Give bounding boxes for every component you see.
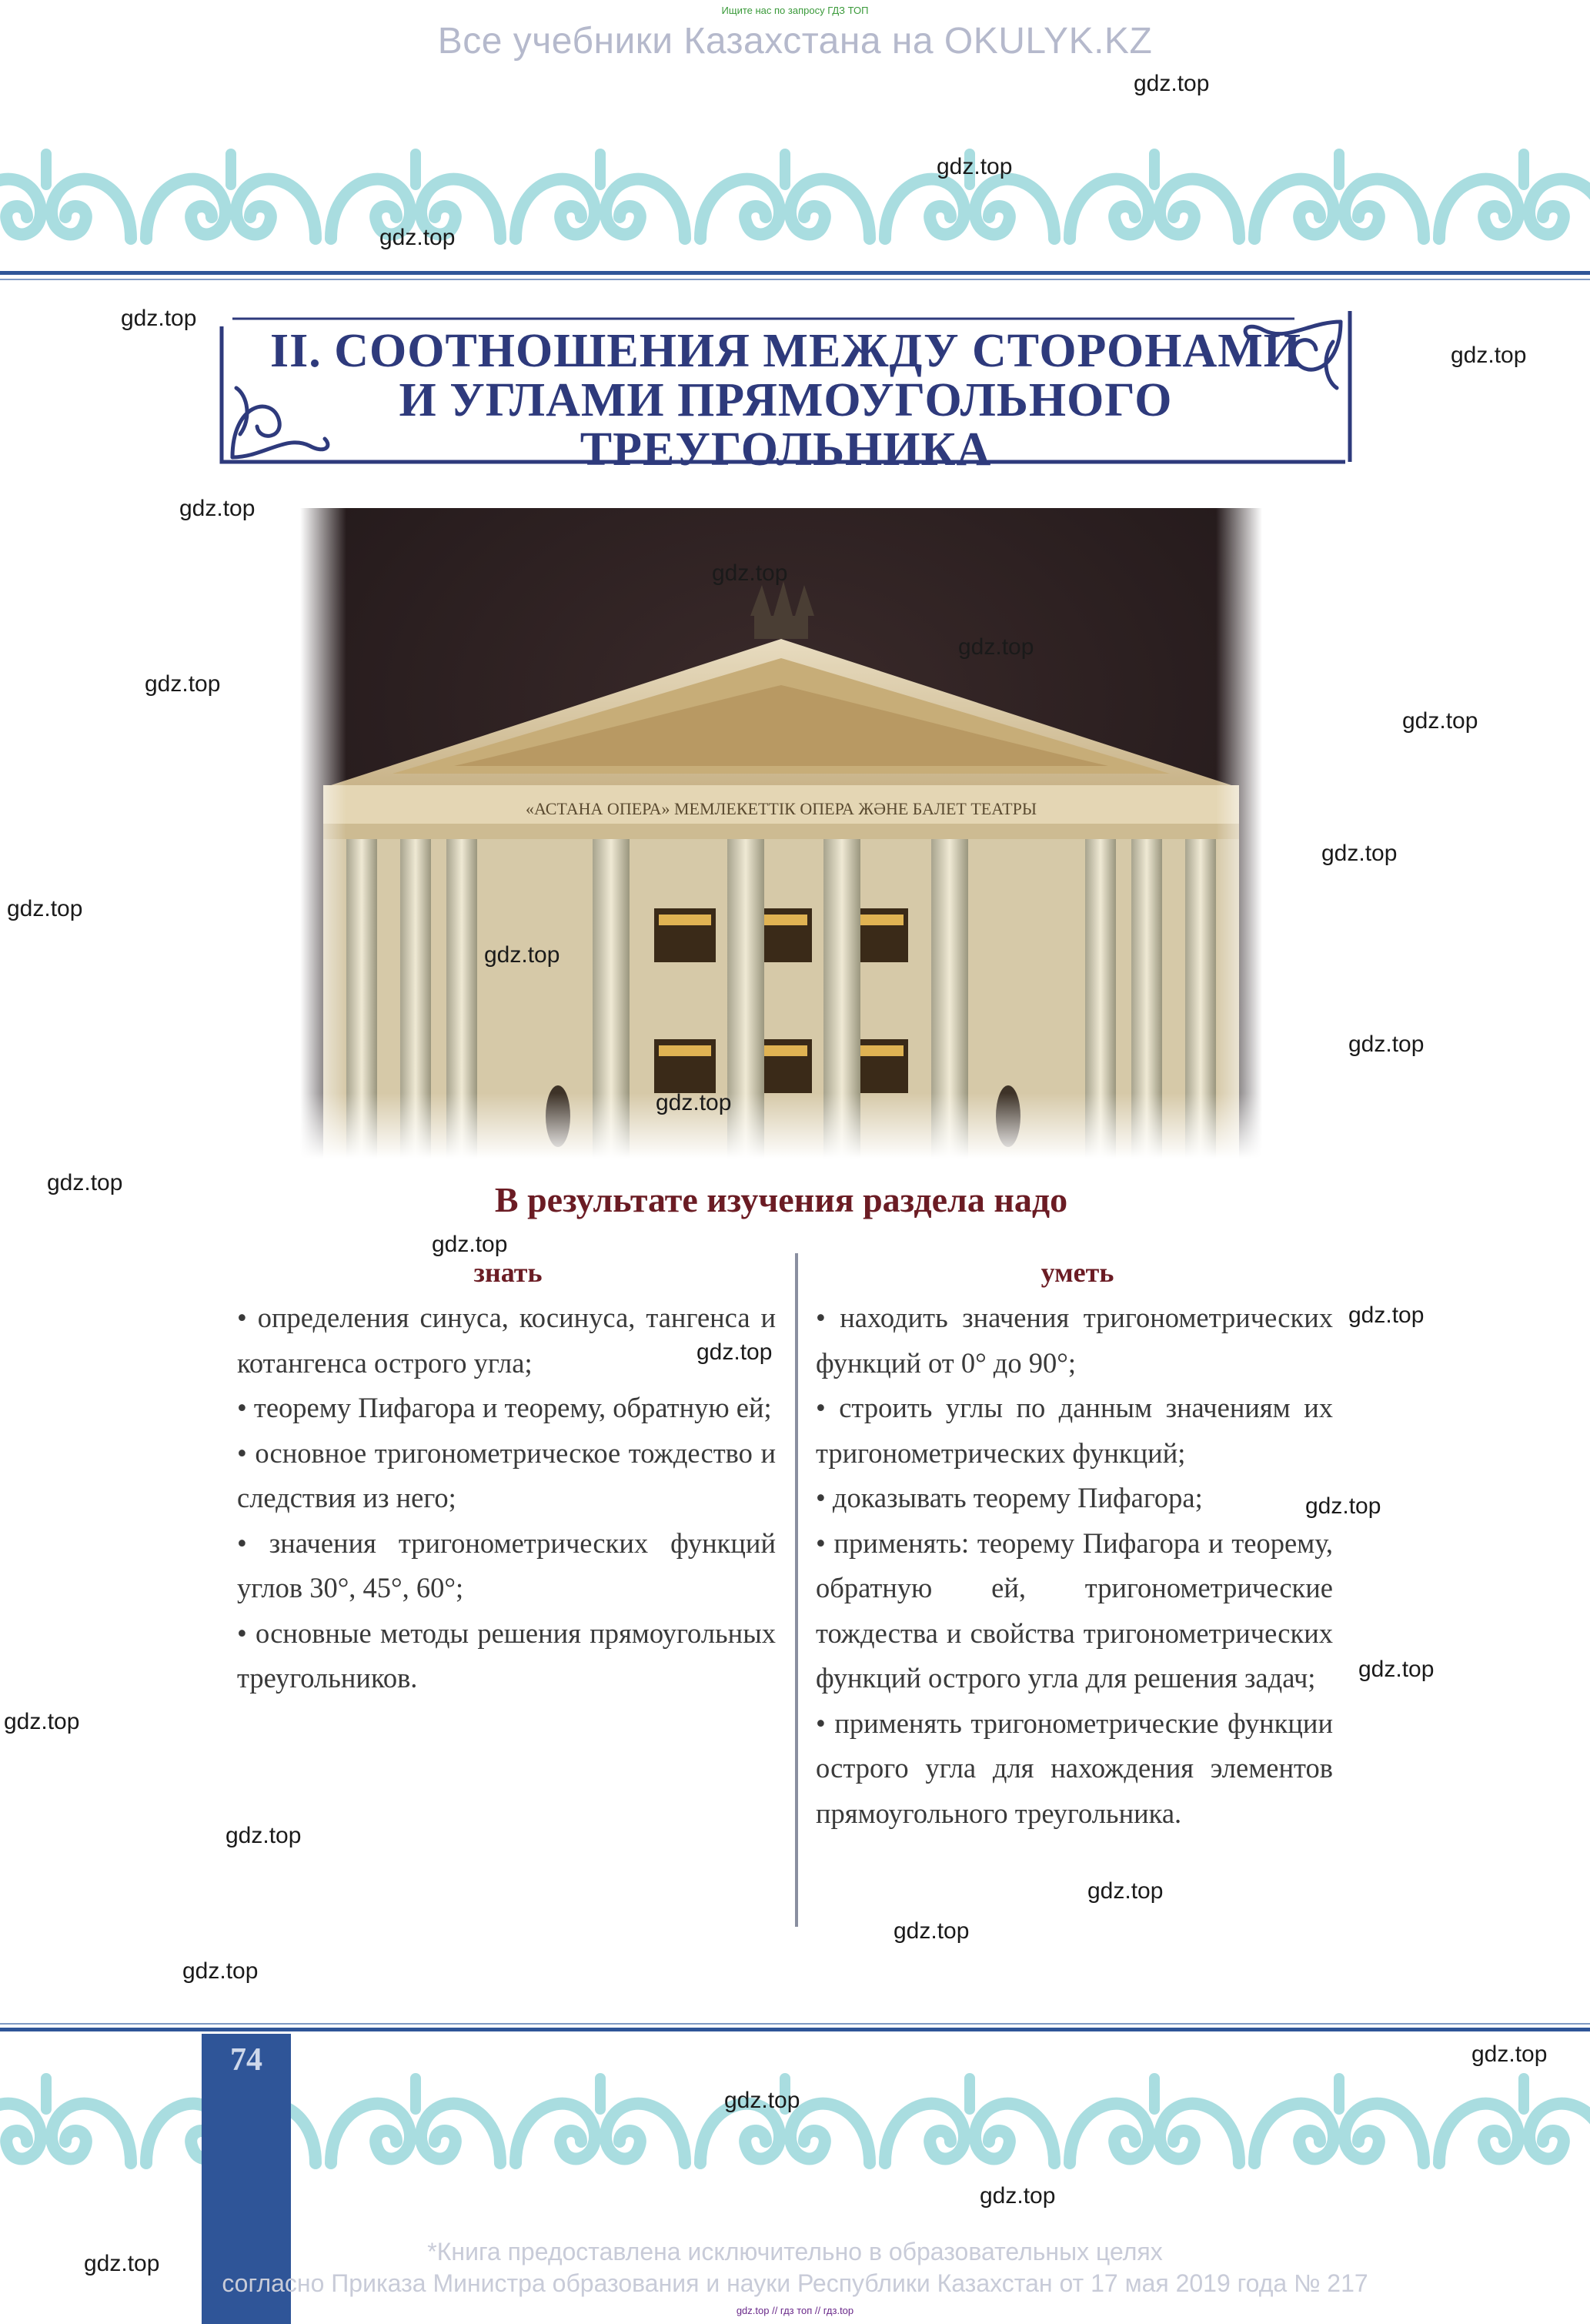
astana-opera-photo <box>300 508 1262 1159</box>
able-item: • строить углы по данным значениям их тригонометрических функций; <box>816 1392 1333 1469</box>
bottom-rule-thin <box>0 2023 1590 2025</box>
footer-order: согласно Приказа Министра образования и науки Республики Казахстан от 17 мая 2019 года № 217 <box>222 2269 1368 2297</box>
watermark: gdz.top <box>1451 343 1527 368</box>
watermark: gdz.top <box>1087 1878 1164 1904</box>
watermark: gdz.top <box>145 671 221 697</box>
able-item: • находить значения тригонометрических функций от 0° до 90°; <box>816 1302 1333 1379</box>
watermark: gdz.top <box>980 2183 1056 2209</box>
watermark: gdz.top <box>958 634 1034 660</box>
know-item: • основные методы решения прямоугольных треугольников. <box>237 1617 776 1694</box>
able-item: • применять: теорему Пифагора и теорему, обратную ей, тригонометрические тождества и свойства тригонометрических функций острого угла для решения задач; <box>816 1526 1333 1694</box>
know-item: • определения синуса, косинуса, тангенса и котангенса острого угла; <box>237 1302 776 1379</box>
watermark: gdz.top <box>1402 708 1478 734</box>
watermark: gdz.top <box>696 1339 773 1365</box>
watermark: gdz.top <box>894 1918 970 1944</box>
top-rule <box>0 271 1590 275</box>
watermark: gdz.top <box>84 2251 160 2276</box>
able-item: • применять тригонометрические функции острого угла для нахождения элементов прямоугольного треугольника. <box>816 1707 1333 1829</box>
know-item: • основное тригонометрическое тождество и следствия из него; <box>237 1436 776 1513</box>
watermark: gdz.top <box>1358 1657 1435 1682</box>
able-item: • доказывать теорему Пифагора; <box>816 1482 1203 1513</box>
watermark: gdz.top <box>1471 2041 1548 2067</box>
watermark: gdz.top <box>4 1709 80 1734</box>
watermark: gdz.top <box>7 896 83 921</box>
footer-disclaimer: *Книга предоставлена исключительно в образовательных целях <box>427 2238 1163 2265</box>
watermark: gdz.top <box>1321 841 1398 866</box>
know-item: • теорему Пифагора и теорему, обратную ей; <box>237 1392 772 1423</box>
bottom-rule <box>0 2028 1590 2031</box>
site-title: Все учебники Казахстана на OKULYK.KZ <box>437 21 1153 62</box>
chapter-title-line-3: ТРЕУГОЛЬНИКА <box>580 423 992 476</box>
search-hint: Ищите нас по запросу ГДЗ ТОП <box>721 5 869 16</box>
watermark: gdz.top <box>179 496 256 521</box>
column-divider <box>795 1253 798 1927</box>
top-rule-thin <box>0 279 1590 280</box>
watermark: gdz.top <box>1348 1032 1425 1057</box>
able-heading: уметь <box>1041 1257 1114 1288</box>
watermark: gdz.top <box>937 154 1013 179</box>
watermark: gdz.top <box>432 1232 508 1257</box>
facade-inscription: «АСТАНА ОПЕРА» МЕМЛЕКЕТТІК ОПЕРА ЖӘНЕ БАЛЕТ ТЕАТРЫ <box>525 799 1037 818</box>
watermark: gdz.top <box>182 1958 259 1984</box>
top-ornament-band <box>0 139 1590 262</box>
watermark: gdz.top <box>1305 1493 1381 1519</box>
watermark: gdz.top <box>379 225 456 250</box>
chapter-title-line-2: И УГЛАМИ ПРЯМОУГОЛЬНОГО <box>399 374 1173 426</box>
watermark: gdz.top <box>1134 71 1210 96</box>
chapter-title <box>217 326 1355 474</box>
watermark: gdz.top <box>484 942 560 968</box>
watermark: gdz.top <box>225 1823 302 1848</box>
watermark: gdz.top <box>47 1170 123 1195</box>
watermark: gdz.top <box>712 560 788 586</box>
footer-links: gdz.top // гдз топ // гдз.top <box>736 2305 854 2316</box>
watermark: gdz.top <box>724 2088 800 2113</box>
chapter-title-line-1: II. СООТНОШЕНИЯ МЕЖДУ СТОРОНАМИ <box>269 325 1302 377</box>
results-heading: В результате изучения раздела надо <box>494 1180 1068 1219</box>
able-list <box>816 1296 1333 1836</box>
know-heading: знать <box>473 1257 543 1288</box>
watermark: gdz.top <box>121 306 197 331</box>
know-item: • значения тригонометрических функций углов 30°, 45°, 60°; <box>237 1526 776 1603</box>
watermark: gdz.top <box>656 1090 732 1115</box>
know-list <box>237 1296 776 1701</box>
watermark: gdz.top <box>1348 1302 1425 1328</box>
page-number: 74 <box>230 2042 262 2078</box>
